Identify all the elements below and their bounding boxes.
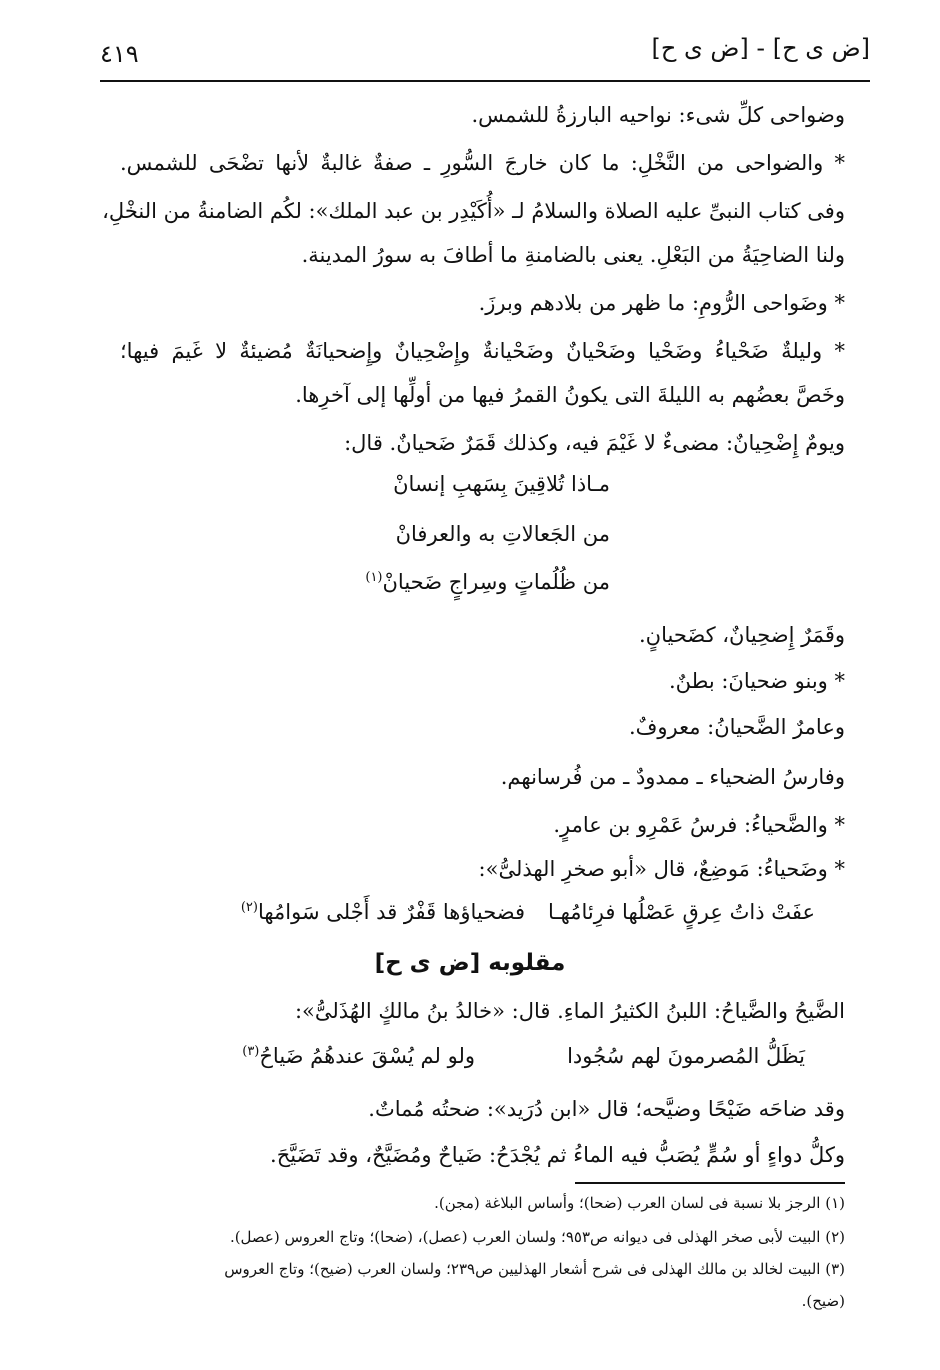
text-line: وقد ضاحَه ضَيْحًا وضيَّحه؛ قال «ابن دُرَيد»: ضحتُه مُماتٌ. <box>368 1097 845 1121</box>
text-line: * والضواحى من النَّخْلِ: ما كان خارجَ السُّورِ ـ صفةٌ غالبةٌ لأنها تضْحَى للشمس. <box>120 151 845 175</box>
footnote: (٣) البيت لخالد بن مالك الهذلى فى شرح أشعار الهذليين ص٢٣٩؛ ولسان العرب (ضيح)؛ وتاج العروس <box>224 1260 845 1278</box>
poem-text: من ظُلُماتٍ وسِراجٍ ضَحيانْ <box>382 570 610 594</box>
page-number: ٤١٩ <box>100 40 139 68</box>
poem-line <box>365 570 610 594</box>
verse-second-hemistich <box>241 900 525 924</box>
footnote-ref: (٣) <box>242 1044 260 1059</box>
text-line: وعامرٌ الضَّحيانُ: معروفٌ. <box>628 715 845 739</box>
text-line: * والضَّحياءُ: فرسُ عَمْرِو بن عامرٍ. <box>553 813 845 837</box>
poem-line: من الجَعالاتِ به والعرفانْ <box>395 522 610 546</box>
text-line: وفارسُ الضحياء ـ ممدودٌ ـ من فُرسانهم. <box>500 765 845 789</box>
text-line: وقَمَرٌ إِضحِيانٌ، كضَحيانٍ. <box>638 623 845 647</box>
footnote-continuation: (ضيح). <box>801 1292 845 1310</box>
text-line: * وضَواحى الرُّومِ: ما ظهر من بلادهم وبرزَ. <box>478 291 845 315</box>
footnote: (١) الرجز بلا نسبة فى لسان العرب (ضحا)؛ وأساس البلاغة (مجن). <box>434 1194 845 1212</box>
text-line: وخَصَّ بعضُهم به الليلةَ التى يكونُ القمرُ فيها من أولِّها إلى آخرِها. <box>295 383 845 407</box>
text-line: * وليلةٌ ضَحْياءُ وضَحْيا وضَحْيانٌ وضَحْيانةٌ وإِضْحِيانٌ وإِضحيانَةٌ مُضيئةٌ لا غَيمَ فيها؛ <box>120 339 845 363</box>
text-line: ولنا الضاحِيَةُ من البَعْلِ. يعنى بالضامنةِ ما أطافَ به سورُ المدينة. <box>301 243 845 267</box>
verse-text: فضحياؤها قَفْرٌ قد أَجْلى سَوامُها <box>257 900 525 924</box>
verse-second-hemistich <box>242 1044 475 1068</box>
footnote-ref: (٢) <box>240 900 258 915</box>
verse-first-hemistich: يَظَلُّ المُصرمونَ لهم سُجُودا <box>567 1044 805 1068</box>
footnote-ref: (١) <box>365 570 383 585</box>
running-head: [ض ى ح] - [ض ى ح] <box>651 34 870 62</box>
text-line: * وضَحياءُ: مَوضِعٌ، قال «أبو صخرِ الهذلىُّ»: <box>478 857 845 881</box>
text-line: وكلُّ دواءٍ أو سُمٍّ يُصَبُّ فيه الماءُ ثم يُجْدَحُ: ضَياحٌ ومُضَيَّحٌ، وقد تَضَيَّحَ. <box>270 1143 845 1167</box>
footnote-rule <box>575 1182 845 1184</box>
verse-first-hemistich: عفَتْ ذاتُ عِرقٍ عَصْلُها فرِئامُهـا <box>548 900 815 924</box>
text-line: وضواحى كلِّ شىء: نواحيه البارزةُ للشمس. <box>471 103 845 127</box>
footnote: (٢) البيت لأبى صخر الهذلى فى ديوانه ص٩٥٣؛ ولسان العرب (عصل)، (ضحا)؛ وتاج العروس (عصل). <box>229 1228 845 1246</box>
verse-text: ولو لم يُسْقَ عندهُمُ ضَياحُ <box>259 1044 475 1068</box>
text-line: وفى كتاب النبىِّ عليه الصلاة والسلامُ لـ «أُكَيْدِر بن عبد الملك»: لكُم الضامنةُ من النخْلِ، <box>102 199 845 223</box>
text-line: ويومٌ إِضْحِيانٌ: مضىءٌ لا غَيْمَ فيه، وكذلك قَمَرٌ ضَحيانٌ. قال: <box>344 431 845 455</box>
header-rule <box>100 80 870 82</box>
text-line: * وبنو ضحيانَ: بطنٌ. <box>668 669 845 693</box>
text-line: الضَّيحُ والضَّياحُ: اللبنُ الكثيرُ الماءِ. قال: «خالدُ بنُ مالكٍ الهُذَلىُّ»: <box>294 999 845 1023</box>
section-heading: مقلوبه [ض ى ح] <box>374 950 566 976</box>
poem-line: مـاذا تُلاقِينَ بِسَهبِ إنسانْ <box>393 472 610 496</box>
page-header <box>100 30 870 76</box>
